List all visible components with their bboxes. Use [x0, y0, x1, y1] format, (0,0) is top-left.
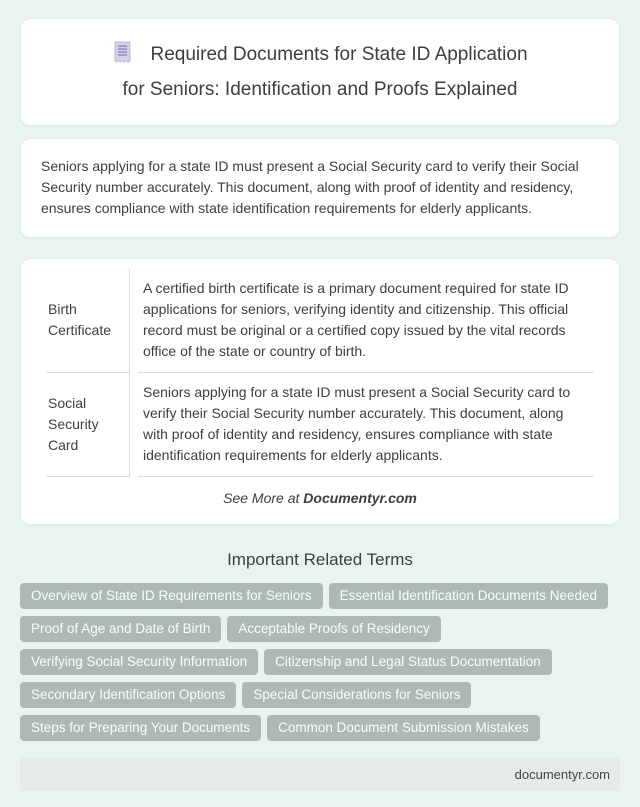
related-term-tag[interactable]: Special Considerations for Seniors	[242, 682, 471, 708]
documents-table	[38, 269, 602, 477]
related-term-tag[interactable]: Acceptable Proofs of Residency	[227, 616, 440, 642]
see-more-line	[38, 490, 602, 506]
related-term-tag[interactable]: Proof of Age and Date of Birth	[20, 616, 221, 642]
page	[0, 18, 640, 791]
footer-site-label: documentyr.com	[514, 767, 610, 782]
page-title	[33, 39, 607, 105]
related-term-tag[interactable]: Common Document Submission Mistakes	[267, 715, 540, 741]
page-title-line-2: for Seniors: Identification and Proofs Explained	[122, 79, 518, 100]
summary-card	[20, 138, 620, 238]
related-terms-list	[20, 583, 620, 741]
see-more-site-link[interactable]: Documentyr.com	[303, 490, 417, 506]
related-term-tag[interactable]: Essential Identification Documents Needed	[329, 583, 608, 609]
summary-text: Seniors applying for a state ID must present a Social Security card to verify their Social Security number accurately. This document, along with proof of identity and residency, ensures compliance with state identification requirements for elderly applicants.	[41, 158, 579, 216]
receipt-icon	[112, 41, 133, 74]
related-term-tag[interactable]: Steps for Preparing Your Documents	[20, 715, 261, 741]
title-card	[20, 18, 620, 126]
related-term-tag[interactable]: Citizenship and Legal Status Documentation	[264, 649, 552, 675]
page-title-line-1: Required Documents for State ID Application	[150, 44, 528, 65]
related-terms-heading: Important Related Terms	[227, 550, 413, 569]
related-term-tag[interactable]: Verifying Social Security Information	[20, 649, 258, 675]
document-description: Seniors applying for a state ID must present a Social Security card to verify their Social Security number accurately. This document, along with proof of identity and residency, ensures compliance with state identification requirements for elderly applicants.	[138, 373, 594, 477]
document-term: Birth Certificate	[46, 269, 130, 373]
see-more-prefix: See More at	[223, 490, 304, 506]
related-term-tag[interactable]: Secondary Identification Options	[20, 682, 236, 708]
document-description: A certified birth certificate is a primary document required for state ID applications for seniors, verifying identity and citizenship. This official record must be original or a certified copy issued by the vital records office of the state or country of birth.	[138, 269, 594, 373]
related-term-tag[interactable]: Overview of State ID Requirements for Seniors	[20, 583, 323, 609]
document-term: Social Security Card	[46, 373, 130, 477]
documents-card	[20, 258, 620, 525]
footer-bar	[20, 758, 620, 791]
table-row	[46, 373, 594, 477]
table-row	[46, 269, 594, 373]
